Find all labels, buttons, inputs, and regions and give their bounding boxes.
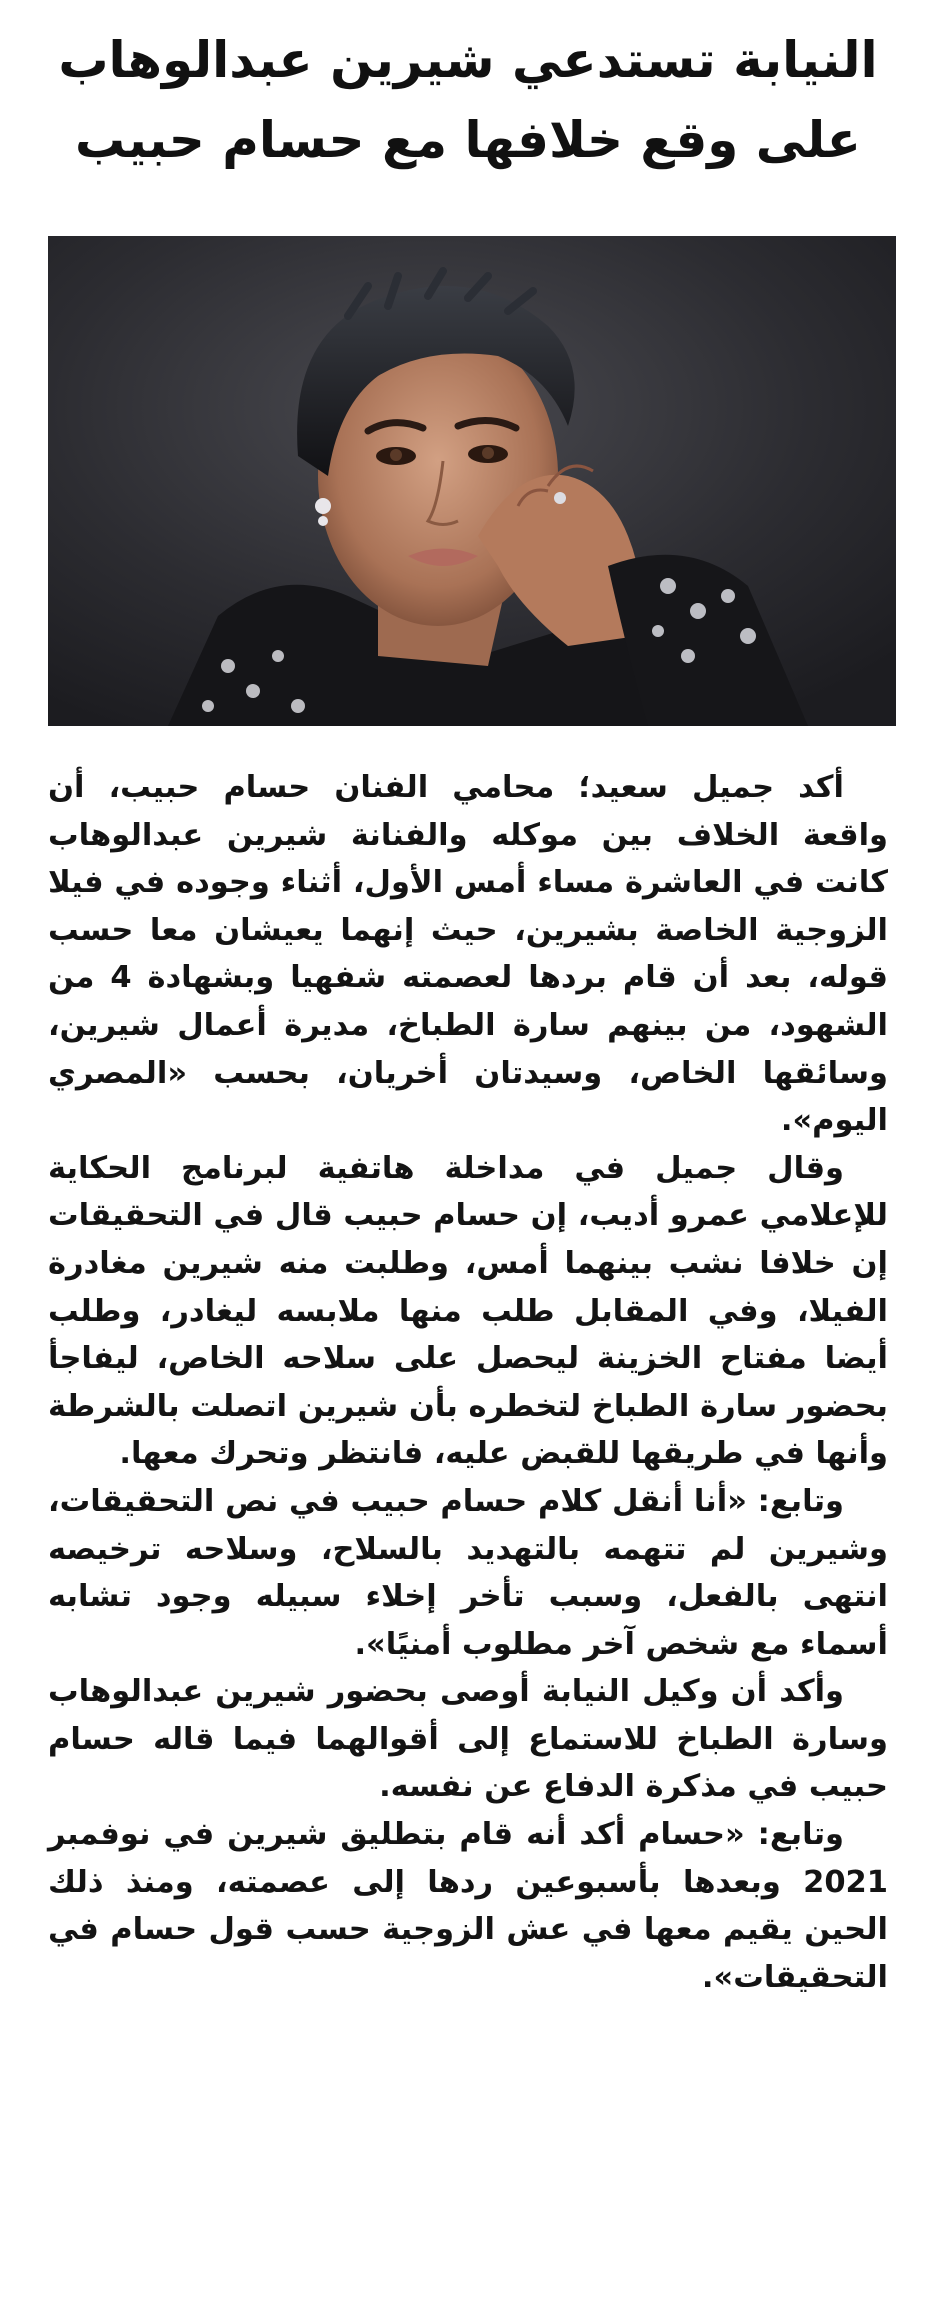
article-photo: [48, 236, 896, 726]
article-paragraph-5: وتابع: «حسام أكد أنه قام بتطليق شيرين في نوفمبر 2021 وبعدها بأسبوعين ردها إلى عصمته، ومنذ ذلك الحين يقيم معها في عش الزوجية حسب قول حسام في التحقيقات».: [48, 1817, 888, 1995]
article-headline: [40, 20, 896, 180]
article-paragraph-2: وقال جميل في مداخلة هاتفية لبرنامج الحكاية للإعلامي عمرو أديب، إن حسام حبيب قال في التحقيقات إن خلافا نشب بينهما أمس، وطلبت منه شيرين مغادرة الفيلا، وفي المقابل طلب منها ملابسه ليغادر، وطلب أيضا مفتاح الخزينة ليحصل على سلاحه الخاص، ليفاجأ بحضور سارة الطباخ لتخطره بأن شيرين اتصلت بالشرطة وأنها في طريقها للقبض عليه، فانتظر وتحرك معها.: [48, 1150, 888, 1472]
article-paragraph-4: وأكد أن وكيل النيابة أوصى بحضور شيرين عبدالوهاب وسارة الطباخ للاستماع إلى أقوالهما فيما قاله حسام حبيب في مذكرة الدفاع عن نفسه.: [48, 1674, 888, 1805]
article-paragraph-3: وتابع: «أنا أنقل كلام حسام حبيب في نص التحقيقات، وشيرين لم تتهمه بالتهديد بالسلاح، وسلاحه ترخيصه انتهى بالفعل، وسبب تأخر إخلاء سبيله وجود تشابه أسماء مع شخص آخر مطلوب أمنيًا».: [48, 1483, 888, 1662]
headline-line-1: النيابة تستدعي شيرين عبدالوهاب: [58, 31, 878, 89]
article-paragraph-1: أكد جميل سعيد؛ محامي الفنان حسام حبيب، أن واقعة الخلاف بين موكله والفنانة شيرين عبدالوهاب كانت في العاشرة مساء أمس الأول، أثناء وجوده في فيلا الزوجية الخاصة بشيرين، حيث إنهما يعيشان معا حسب قوله، بعد أن قام بردها لعصمته شفهيا وبشهادة 4 من الشهود، من بينهم سارة الطباخ، مديرة أعمال شيرين، وسائقها الخاص، وسيدتان أخريان، بحسب «المصري اليوم».: [48, 770, 889, 1139]
portrait-image: [48, 236, 896, 726]
article-body: [48, 764, 888, 2001]
headline-line-2: على وقع خلافها مع حسام حبيب: [75, 111, 861, 169]
